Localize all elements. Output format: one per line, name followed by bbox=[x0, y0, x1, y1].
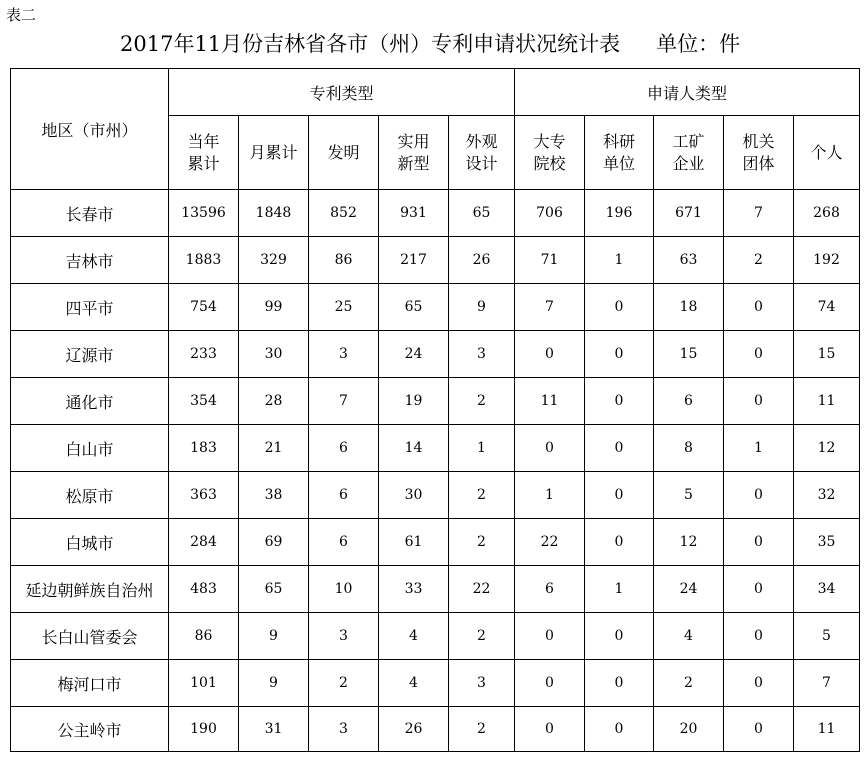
value-cell: 34 bbox=[794, 566, 860, 613]
value-cell: 2 bbox=[449, 707, 515, 752]
table-row bbox=[11, 331, 860, 378]
column-header-line: 机关 bbox=[742, 131, 775, 151]
value-cell: 1 bbox=[585, 566, 654, 613]
value-cell: 22 bbox=[449, 566, 515, 613]
value-cell: 61 bbox=[379, 519, 449, 566]
value-cell: 20 bbox=[654, 707, 724, 752]
value-cell: 18 bbox=[654, 284, 724, 331]
value-cell: 15 bbox=[794, 331, 860, 378]
value-cell: 0 bbox=[724, 613, 794, 660]
column-header-line: 大专 bbox=[533, 131, 566, 151]
value-cell: 0 bbox=[585, 331, 654, 378]
column-header bbox=[515, 116, 585, 190]
value-cell: 71 bbox=[515, 237, 585, 284]
value-cell: 3 bbox=[449, 331, 515, 378]
value-cell: 196 bbox=[585, 190, 654, 237]
value-cell: 86 bbox=[169, 613, 239, 660]
value-cell: 706 bbox=[515, 190, 585, 237]
value-cell: 11 bbox=[794, 378, 860, 425]
document-title: 2017年11月份吉林省各市（州）专利申请状况统计表 bbox=[120, 32, 621, 56]
value-cell: 33 bbox=[379, 566, 449, 613]
value-cell: 63 bbox=[654, 237, 724, 284]
value-cell: 284 bbox=[169, 519, 239, 566]
value-cell: 217 bbox=[379, 237, 449, 284]
value-cell: 268 bbox=[794, 190, 860, 237]
column-header-line: 院校 bbox=[533, 153, 566, 173]
value-cell: 0 bbox=[724, 566, 794, 613]
value-cell: 0 bbox=[585, 425, 654, 472]
column-header-line: 团体 bbox=[742, 153, 775, 173]
value-cell: 5 bbox=[654, 472, 724, 519]
value-cell: 0 bbox=[515, 425, 585, 472]
value-cell: 6 bbox=[515, 566, 585, 613]
value-cell: 99 bbox=[239, 284, 309, 331]
region-cell: 延边朝鲜族自治州 bbox=[11, 566, 169, 613]
value-cell: 1848 bbox=[239, 190, 309, 237]
value-cell: 21 bbox=[239, 425, 309, 472]
value-cell: 0 bbox=[585, 472, 654, 519]
table-row bbox=[11, 190, 860, 237]
region-cell: 公主岭市 bbox=[11, 707, 169, 752]
value-cell: 3 bbox=[449, 660, 515, 707]
value-cell: 28 bbox=[239, 378, 309, 425]
value-cell: 0 bbox=[585, 378, 654, 425]
table-row bbox=[11, 613, 860, 660]
value-cell: 65 bbox=[239, 566, 309, 613]
value-cell: 6 bbox=[309, 519, 379, 566]
value-cell: 2 bbox=[449, 519, 515, 566]
value-cell: 0 bbox=[724, 472, 794, 519]
value-cell: 354 bbox=[169, 378, 239, 425]
value-cell: 69 bbox=[239, 519, 309, 566]
value-cell: 183 bbox=[169, 425, 239, 472]
value-cell: 5 bbox=[794, 613, 860, 660]
value-cell: 38 bbox=[239, 472, 309, 519]
region-cell: 通化市 bbox=[11, 378, 169, 425]
value-cell: 671 bbox=[654, 190, 724, 237]
column-header-line: 设计 bbox=[465, 153, 498, 173]
value-cell: 9 bbox=[449, 284, 515, 331]
value-cell: 6 bbox=[654, 378, 724, 425]
value-cell: 1 bbox=[449, 425, 515, 472]
value-cell: 192 bbox=[794, 237, 860, 284]
value-cell: 0 bbox=[724, 331, 794, 378]
value-cell: 2 bbox=[654, 660, 724, 707]
value-cell: 2 bbox=[724, 237, 794, 284]
value-cell: 1 bbox=[585, 237, 654, 284]
value-cell: 30 bbox=[239, 331, 309, 378]
value-cell: 31 bbox=[239, 707, 309, 752]
value-cell: 2 bbox=[449, 613, 515, 660]
value-cell: 11 bbox=[515, 378, 585, 425]
value-cell: 0 bbox=[585, 660, 654, 707]
region-cell: 辽源市 bbox=[11, 331, 169, 378]
value-cell: 2 bbox=[449, 472, 515, 519]
value-cell: 0 bbox=[724, 519, 794, 566]
value-cell: 35 bbox=[794, 519, 860, 566]
value-cell: 931 bbox=[379, 190, 449, 237]
value-cell: 22 bbox=[515, 519, 585, 566]
value-cell: 0 bbox=[515, 613, 585, 660]
column-header-line: 外观 bbox=[465, 131, 498, 151]
column-header-line: 当年 bbox=[187, 131, 220, 151]
column-header bbox=[585, 116, 654, 190]
value-cell: 65 bbox=[449, 190, 515, 237]
column-header-line: 单位 bbox=[602, 153, 635, 173]
value-cell: 12 bbox=[654, 519, 724, 566]
value-cell: 7 bbox=[515, 284, 585, 331]
patent-type-group-header: 专利类型 bbox=[169, 69, 515, 116]
table-row bbox=[11, 472, 860, 519]
value-cell: 483 bbox=[169, 566, 239, 613]
applicant-type-group-header: 申请人类型 bbox=[515, 69, 860, 116]
column-header-line: 发明 bbox=[327, 142, 360, 162]
value-cell: 0 bbox=[724, 707, 794, 752]
region-column-header: 地区（市州） bbox=[11, 69, 169, 190]
table-row bbox=[11, 519, 860, 566]
value-cell: 101 bbox=[169, 660, 239, 707]
value-cell: 86 bbox=[309, 237, 379, 284]
column-header bbox=[794, 116, 860, 190]
value-cell: 11 bbox=[794, 707, 860, 752]
value-cell: 0 bbox=[724, 378, 794, 425]
value-cell: 13596 bbox=[169, 190, 239, 237]
region-cell: 吉林市 bbox=[11, 237, 169, 284]
value-cell: 0 bbox=[515, 660, 585, 707]
value-cell: 0 bbox=[585, 519, 654, 566]
region-cell: 白城市 bbox=[11, 519, 169, 566]
value-cell: 0 bbox=[585, 284, 654, 331]
value-cell: 2 bbox=[309, 660, 379, 707]
value-cell: 10 bbox=[309, 566, 379, 613]
value-cell: 363 bbox=[169, 472, 239, 519]
column-header bbox=[169, 116, 239, 190]
value-cell: 0 bbox=[585, 613, 654, 660]
region-cell: 长春市 bbox=[11, 190, 169, 237]
column-header bbox=[309, 116, 379, 190]
column-header-line: 累计 bbox=[187, 153, 220, 173]
value-cell: 4 bbox=[379, 660, 449, 707]
value-cell: 754 bbox=[169, 284, 239, 331]
value-cell: 25 bbox=[309, 284, 379, 331]
column-header bbox=[654, 116, 724, 190]
column-header-line: 实用 bbox=[397, 131, 430, 151]
value-cell: 26 bbox=[449, 237, 515, 284]
value-cell: 6 bbox=[309, 472, 379, 519]
value-cell: 190 bbox=[169, 707, 239, 752]
value-cell: 329 bbox=[239, 237, 309, 284]
value-cell: 9 bbox=[239, 613, 309, 660]
value-cell: 6 bbox=[309, 425, 379, 472]
value-cell: 1 bbox=[724, 425, 794, 472]
region-cell: 四平市 bbox=[11, 284, 169, 331]
column-header bbox=[724, 116, 794, 190]
table-row bbox=[11, 425, 860, 472]
column-header bbox=[449, 116, 515, 190]
patent-statistics-table bbox=[10, 68, 860, 752]
value-cell: 2 bbox=[449, 378, 515, 425]
value-cell: 4 bbox=[654, 613, 724, 660]
column-header-line: 科研 bbox=[602, 131, 635, 151]
table-row bbox=[11, 660, 860, 707]
value-cell: 0 bbox=[724, 284, 794, 331]
value-cell: 0 bbox=[724, 660, 794, 707]
value-cell: 32 bbox=[794, 472, 860, 519]
value-cell: 24 bbox=[379, 331, 449, 378]
value-cell: 3 bbox=[309, 613, 379, 660]
document-title-line bbox=[120, 28, 740, 58]
value-cell: 24 bbox=[654, 566, 724, 613]
value-cell: 19 bbox=[379, 378, 449, 425]
table-body bbox=[11, 190, 860, 752]
value-cell: 15 bbox=[654, 331, 724, 378]
value-cell: 0 bbox=[515, 331, 585, 378]
value-cell: 4 bbox=[379, 613, 449, 660]
value-cell: 7 bbox=[794, 660, 860, 707]
value-cell: 1883 bbox=[169, 237, 239, 284]
value-cell: 233 bbox=[169, 331, 239, 378]
value-cell: 14 bbox=[379, 425, 449, 472]
value-cell: 30 bbox=[379, 472, 449, 519]
value-cell: 8 bbox=[654, 425, 724, 472]
table-row bbox=[11, 378, 860, 425]
column-header-line: 个人 bbox=[810, 142, 843, 162]
value-cell: 26 bbox=[379, 707, 449, 752]
unit-label: 单位：件 bbox=[656, 32, 741, 56]
column-header-line: 新型 bbox=[397, 153, 430, 173]
region-cell: 长白山管委会 bbox=[11, 613, 169, 660]
value-cell: 852 bbox=[309, 190, 379, 237]
column-header-line: 工矿 bbox=[672, 131, 705, 151]
region-cell: 松原市 bbox=[11, 472, 169, 519]
value-cell: 12 bbox=[794, 425, 860, 472]
value-cell: 3 bbox=[309, 707, 379, 752]
column-header-line: 企业 bbox=[672, 153, 705, 173]
table-row bbox=[11, 707, 860, 752]
column-header-line: 月累计 bbox=[249, 142, 298, 162]
value-cell: 65 bbox=[379, 284, 449, 331]
table-row bbox=[11, 237, 860, 284]
column-header bbox=[239, 116, 309, 190]
region-cell: 梅河口市 bbox=[11, 660, 169, 707]
region-cell: 白山市 bbox=[11, 425, 169, 472]
value-cell: 7 bbox=[309, 378, 379, 425]
value-cell: 74 bbox=[794, 284, 860, 331]
column-header bbox=[379, 116, 449, 190]
value-cell: 3 bbox=[309, 331, 379, 378]
value-cell: 9 bbox=[239, 660, 309, 707]
value-cell: 0 bbox=[585, 707, 654, 752]
value-cell: 1 bbox=[515, 472, 585, 519]
value-cell: 7 bbox=[724, 190, 794, 237]
value-cell: 0 bbox=[515, 707, 585, 752]
table-row bbox=[11, 284, 860, 331]
table-row bbox=[11, 566, 860, 613]
table-number-label: 表二 bbox=[6, 6, 37, 24]
